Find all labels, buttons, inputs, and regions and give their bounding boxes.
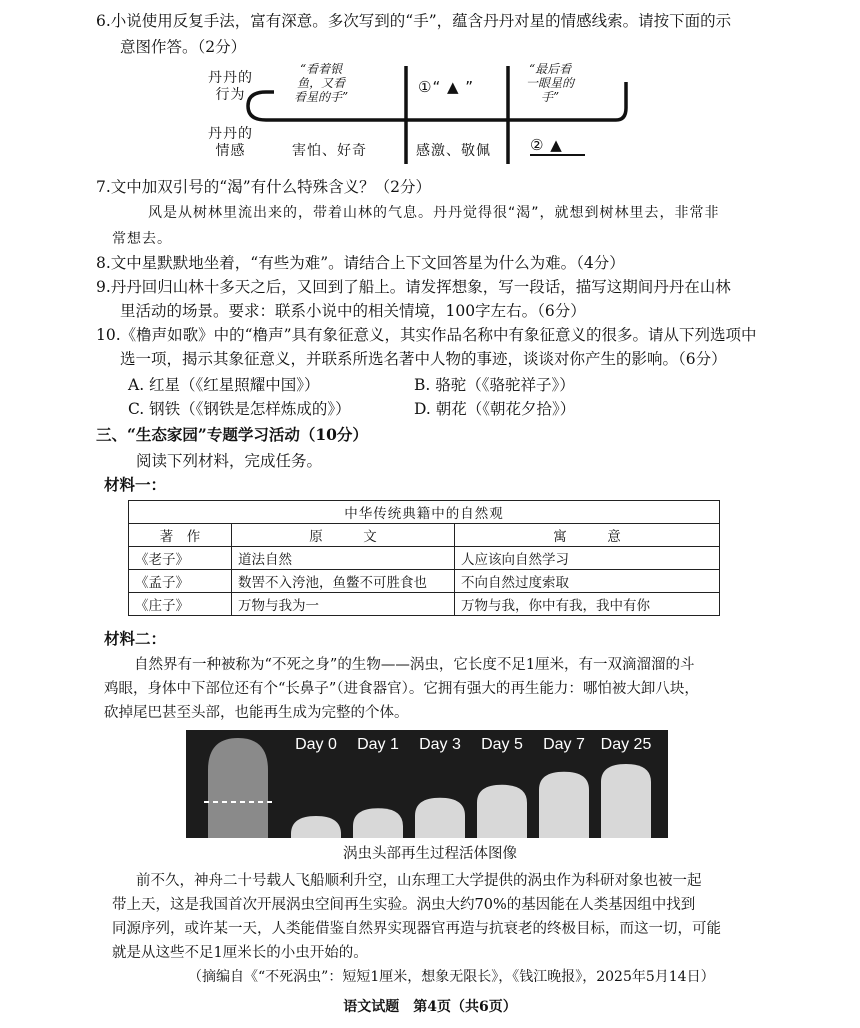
day-label: Day 0 <box>295 736 337 753</box>
table-cell: 《老子》 <box>129 547 232 570</box>
day-label: Day 7 <box>543 736 585 753</box>
regenerating-worm <box>601 764 651 838</box>
q7-answer2: 常想去。 <box>112 231 172 247</box>
q8-line1: 8.文中星默默地坐着，“有些为难”。请结合上下文回答星为什么为难。（4分） <box>96 254 625 272</box>
table-header-row <box>129 524 720 547</box>
m2-para2-line: 就是从这些不足1厘米长的小虫开始的。 <box>112 945 368 961</box>
m2-para1-line: 鸡眼，身体中下部位还有个“长鼻子”（进食器官）。它拥有强大的再生能力：哪怕被大卸八块， <box>104 681 699 697</box>
row2-label-b: 情感 <box>215 143 246 159</box>
row2-label-a: 丹丹的 <box>208 126 253 142</box>
m2-para2-line: 带上天，这是我国首次开展涡虫空间再生实验。涡虫大约70%的基因能在人类基因组中找到 <box>112 897 696 913</box>
table-row <box>129 547 720 570</box>
q10-option-d: D. 朝花（《朝花夕拾》） <box>414 400 576 418</box>
section3-instruction: 阅读下列材料，完成任务。 <box>136 452 323 470</box>
q10-option-a: A. 红星（《红星照耀中国》） <box>128 376 320 394</box>
day-label: Day 1 <box>357 736 399 753</box>
day-label: Day 5 <box>481 736 523 753</box>
blank2: ② ▲ <box>530 136 585 156</box>
regenerating-worm <box>539 772 589 838</box>
q9-line2: 里活动的场景。要求：联系小说中的相关情境，100字左右。（6分） <box>120 302 586 320</box>
table-cell: 道法自然 <box>232 547 455 570</box>
q10-line1: 10.《橹声如歌》中的“橹声”具有象征意义，其实作品名称中有象征意义的很多。请从下列选项中 <box>96 326 757 344</box>
table-cell: 万物与我为一 <box>232 593 455 616</box>
regenerating-worm <box>477 785 527 838</box>
quote2-a: “最后看 <box>528 62 572 76</box>
quote1-b: 鱼，又看 <box>297 76 346 90</box>
material1-label: 材料一： <box>104 475 167 494</box>
section3-title: 三、“生态家园”专题学习活动（10分） <box>96 425 368 444</box>
table-cell: 数罟不入洿池，鱼鳖不可胜食也 <box>232 570 455 593</box>
table-cell: 万物与我，你中有我，我中有你 <box>455 593 720 616</box>
quote1-a: “看着银 <box>300 62 343 76</box>
table-row <box>129 593 720 616</box>
regenerating-worm <box>291 816 341 838</box>
regenerating-worm <box>415 798 465 838</box>
table-cell: 不向自然过度索取 <box>455 570 720 593</box>
q10-option-c: C. 钢铁（《钢铁是怎样炼成的》） <box>128 400 351 418</box>
page-footer: 语文试题 第4页（共6页） <box>343 999 517 1015</box>
regenerating-worm <box>353 808 403 838</box>
q6-diagram <box>196 58 636 166</box>
q7-line1: 7.文中加双引号的“渴”有什么特殊含义？（2分） <box>96 178 431 196</box>
row1-label-b: 行为 <box>215 87 246 103</box>
table-cell: 《庄子》 <box>129 593 232 616</box>
table-caption-row <box>129 501 720 524</box>
blank1: ①“ ▲ ” <box>418 78 475 96</box>
table-row <box>129 570 720 593</box>
m2-para2-line: 前不久，神舟二十号载人飞船顺利升空，山东理工大学提供的涡虫作为科研对象也被一起 <box>136 873 702 889</box>
table-header: 寓 意 <box>455 524 720 547</box>
q10-line2: 选一项，揭示其象征意义，并联系所选名著中人物的事迹，谈谈对你产生的影响。（6分） <box>120 350 727 368</box>
q9-line1: 9.丹丹回归山林十多天之后，又回到了船上。请发挥想象，写一段话，描写这期间丹丹在山林 <box>96 278 731 296</box>
quote1-c: 看星的手” <box>294 90 349 104</box>
row1-label-a: 丹丹的 <box>208 70 253 86</box>
quote2-b: 一眼星的 <box>526 76 575 90</box>
table-cell: 《孟子》 <box>129 570 232 593</box>
image-caption: 涡虫头部再生过程活体图像 <box>343 846 517 862</box>
m2-para2-line: 同源序列，或许某一天，人类能借鉴自然界实现器官再造与抗衰老的终极目标，而这一切，可能 <box>112 921 721 937</box>
q10-option-b: B. 骆驼（《骆驼祥子》） <box>414 376 575 394</box>
source-citation: （摘编自《“不死涡虫”：短短1厘米，想象无限长》，《钱江晚报》，2025年5月14日） <box>188 969 715 985</box>
day-label: Day 25 <box>600 736 652 753</box>
table-caption: 中华传统典籍中的自然观 <box>129 501 720 524</box>
nature-view-table <box>128 500 720 616</box>
table-cell: 人应该向自然学习 <box>455 547 720 570</box>
q7-answer1: 风是从树林里流出来的，带着山林的气息。丹丹觉得很“渴”，就想到树林里去，非常非 <box>148 205 720 221</box>
q6-line1: 6.小说使用反复手法，富有深意。多次写到的“手”，蕴含丹丹对星的情感线索。请按下面的示 <box>96 12 732 30</box>
day-label: Day 3 <box>419 736 461 753</box>
full-worm-specimen <box>208 738 268 838</box>
emotion1: 害怕、好奇 <box>292 143 367 159</box>
planarian-regeneration-photo <box>186 730 668 838</box>
m2-para1-line: 砍掉尾巴甚至头部，也能再生成为完整的个体。 <box>104 705 409 721</box>
quote2-c: 手” <box>540 90 560 104</box>
table-header: 原 文 <box>232 524 455 547</box>
m2-para1-line: 自然界有一种被称为“不死之身”的生物——涡虫，它长度不足1厘米，有一双滴溜溜的斗 <box>134 657 695 673</box>
q6-line2: 意图作答。（2分） <box>120 38 247 56</box>
emotion2: 感激、敬佩 <box>416 143 491 159</box>
table-header: 著 作 <box>129 524 232 547</box>
material2-label: 材料二： <box>104 629 167 648</box>
